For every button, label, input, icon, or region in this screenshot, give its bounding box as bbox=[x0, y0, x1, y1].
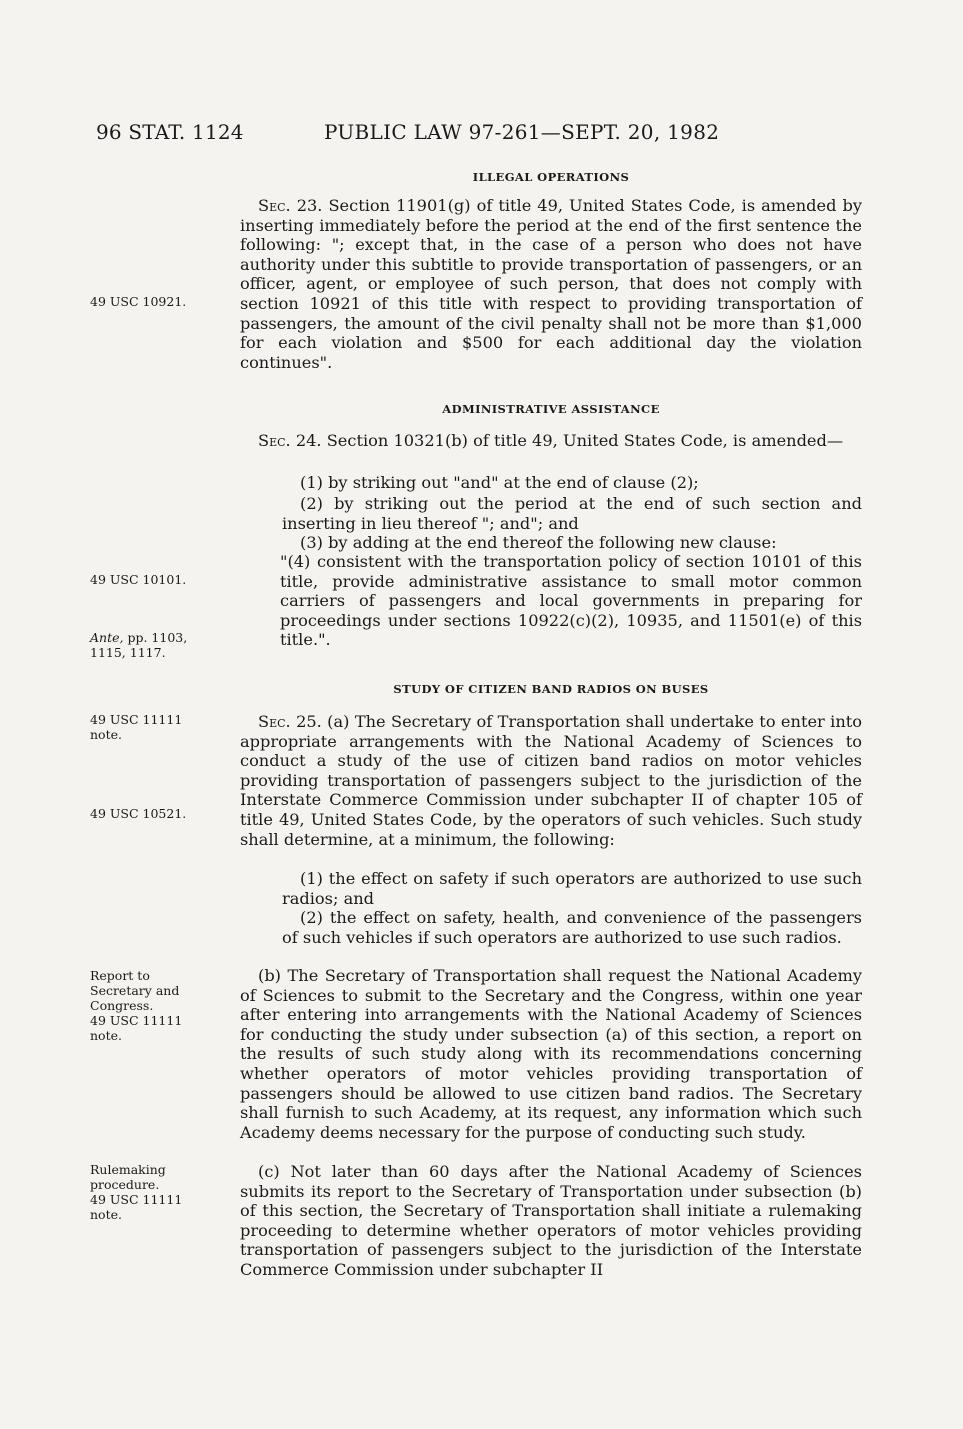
section-23-body: 23. Section 11901(g) of title 49, United States Code, is amended by inserting immediately before the period at the end of the first sentence the following: "; except that, in the case of a person who does not have authority under this subtitle to provide transportation of passengers, or an officer, agent, or employee of such person, that does not comply with section 10921 of this title with respect to providing transportation of passengers, the amount of the civil penalty shall not be more than $1,000 for each violation and $500 for each additional day the violation continues". bbox=[240, 196, 862, 372]
section-heading-administrative-assistance: ADMINISTRATIVE ASSISTANCE bbox=[442, 402, 660, 416]
margin-note-10521 bbox=[90, 806, 230, 821]
section-24-text bbox=[240, 431, 862, 451]
section-25-item-1: (1) the effect on safety if such operators are authorized to use such radios; and bbox=[282, 869, 862, 908]
margin-note-text: Rulemaking bbox=[90, 1162, 166, 1177]
section-heading-illegal-operations: ILLEGAL OPERATIONS bbox=[472, 170, 630, 184]
margin-note-text: 49 USC 10921. bbox=[90, 294, 187, 309]
section-24-item-3: (3) by adding at the end thereof the following new clause: bbox=[300, 533, 777, 552]
margin-note-italic: Ante, bbox=[90, 630, 124, 645]
section-24-item-2: (2) by striking out the period at the end of such section and inserting in lieu thereof "; and"; and bbox=[282, 494, 862, 533]
margin-note-text: Secretary and bbox=[90, 983, 180, 998]
margin-note-text: 49 USC 10521. bbox=[90, 806, 187, 821]
margin-note-text: 49 USC 10101. bbox=[90, 572, 187, 587]
section-25-b-text: (b) The Secretary of Transportation shall request the National Academy of Sciences to submit to the Secretary and the Congress, within one year after entering into arrangements with the National Academy of Sciences for conducting the study under subsection (a) of this section, a report on the results of such study along with its recommendations concerning whether operators of motor vehicles providing transportation of passengers should be allowed to use citizen band radios. The Secretary shall furnish to such Academy, at its request, any information which such Academy deems necessary for the purpose of conducting such study. bbox=[240, 966, 862, 1142]
margin-note-10921 bbox=[90, 294, 230, 309]
margin-note-rulemaking bbox=[90, 1162, 230, 1222]
margin-note-text: 49 USC 11111 bbox=[90, 1192, 183, 1207]
statute-citation: 96 STAT. 1124 bbox=[96, 120, 244, 144]
margin-note-ante bbox=[90, 630, 230, 660]
margin-note-text: note. bbox=[90, 727, 122, 742]
margin-note-text: Report to bbox=[90, 968, 150, 983]
section-25-a-body: 25. (a) The Secretary of Transportation shall undertake to enter into appropriate arrangements with the National Academy of Sciences to conduct a study of the use of citizen band radios on motor vehicles providing transportation of passengers subject to the jurisdiction of the Interstate Commerce Commission under subchapter II of chapter 105 of title 49, United States Code, by the operators of such vehicles. Such study shall determine, at a minimum, the following: bbox=[240, 712, 862, 849]
margin-note-report bbox=[90, 968, 230, 1043]
section-heading-citizen-band-radios: STUDY OF CITIZEN BAND RADIOS ON BUSES bbox=[393, 682, 709, 696]
margin-note-text: procedure. bbox=[90, 1177, 160, 1192]
section-label: Sec. bbox=[258, 196, 291, 215]
margin-note-text: note. bbox=[90, 1207, 122, 1222]
margin-note-10101 bbox=[90, 572, 230, 587]
margin-note-text bbox=[90, 630, 230, 645]
page-header bbox=[96, 120, 856, 150]
margin-note-pages: pp. 1103, bbox=[123, 630, 188, 645]
public-law-title: PUBLIC LAW 97-261—SEPT. 20, 1982 bbox=[324, 120, 720, 144]
margin-note-text: 49 USC 11111 bbox=[90, 1013, 183, 1028]
section-25-c-text: (c) Not later than 60 days after the National Academy of Sciences submits its report to the Secretary of Transportation under subsection (b) of this section, the Secretary of Transportation shall initiate a rulemaking proceeding to determine whether operators of motor vehicles providing transportation of passengers subject to the jurisdiction of the Interstate Commerce Commission under subchapter II bbox=[240, 1162, 862, 1279]
section-24-item-1: (1) by striking out "and" at the end of clause (2); bbox=[300, 473, 699, 492]
margin-note-text: 49 USC 11111 bbox=[90, 712, 183, 727]
margin-note-11111 bbox=[90, 712, 230, 742]
section-25-item-2: (2) the effect on safety, health, and convenience of the passengers of such vehicles if such operators are authorized to use such radios. bbox=[282, 908, 862, 947]
section-label: Sec. bbox=[258, 712, 291, 731]
section-23-text bbox=[240, 196, 862, 372]
margin-note-text: Congress. bbox=[90, 998, 154, 1013]
section-label: Sec. bbox=[258, 431, 291, 450]
margin-note-text: 1115, 1117. bbox=[90, 645, 166, 660]
section-25-a-text bbox=[240, 712, 862, 849]
section-24-body: 24. Section 10321(b) of title 49, United States Code, is amended— bbox=[290, 431, 844, 450]
margin-note-text: note. bbox=[90, 1028, 122, 1043]
section-24-quoted-clause: "(4) consistent with the transportation policy of section 10101 of this title, provide administrative assistance to small motor common carriers of passengers and local governments in preparing for proceedings under sections 10922(c)(2), 10935, and 11501(e) of this title.". bbox=[280, 552, 862, 650]
